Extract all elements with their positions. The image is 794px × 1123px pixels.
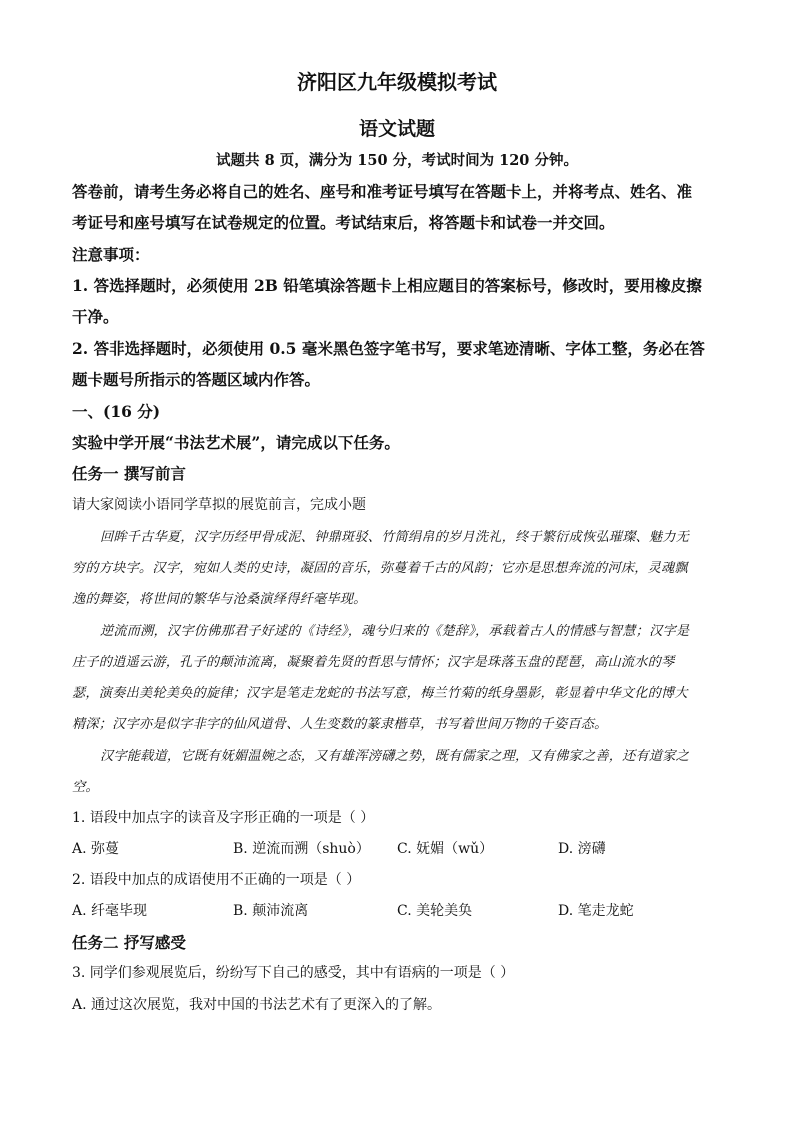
passage-line: 汉字能载道，它既有妩媚温婉之态，又有雄浑滂礴之势，既有儒家之理，又有佛家之善，还有道家之 [100,749,690,764]
notice-heading: 注意事项： [72,245,150,264]
question-2-option-b: B. 颠沛流离 [233,903,309,919]
passage-line: 回眸千古华夏，汉字历经甲骨成泥、钟鼎斑驳、竹简绢帛的岁月洗礼，终于繁衍成恢弘璀璨、魅力无 [100,530,690,545]
section-heading: 一、(16 分) [72,402,161,421]
page-title: 济阳区九年级模拟考试 [297,70,497,94]
passage-line: 穷的方块字。汉字，宛如人类的史诗，凝固的音乐，弥蔓着千古的风韵；它亦是思想奔流的河床，灵魂飘 [72,561,688,576]
question-3-stem: 3. 同学们参观展览后，纷纷写下自己的感受，其中有语病的一项是（ ） [72,965,515,981]
question-1-option-a: A. 弥蔓 [72,841,120,857]
notice-item-1-line-2: 干净。 [72,307,119,326]
passage-line: 精深；汉字亦是似字非字的仙风道骨、人生变数的篆隶楷草，书写着世间万物的千姿百态。 [72,717,608,732]
passage-line: 逆流而溯，汉字仿佛那君子好逑的《诗经》，魂兮归来的《楚辞》，承载着古人的情感与智慧；汉字是 [100,624,690,639]
passage-line: 逸的舞姿，将世间的繁华与沧桑演绎得纤毫毕现。 [72,592,367,607]
notice-item-2-line-1: 2. 答非选择题时，必须使用 0.5 毫米黑色签字笔书写，要求笔迹清晰、字体工整，务必在答 [72,339,705,358]
instructions-line-1: 答卷前，请考生务必将自己的姓名、座号和准考证号填写在答题卡上，并将考点、姓名、准 [72,182,693,201]
exam-info: 试题共 8 页，满分为 150 分，考试时间为 120 分钟。 [216,152,578,169]
notice-item-2-line-2: 题卡题号所指示的答题区域内作答。 [72,370,321,389]
question-1-option-d: D. 滂礴 [558,841,606,857]
page-subtitle: 语文试题 [358,118,435,140]
notice-item-1-line-1: 1. 答选择题时，必须使用 2B 铅笔填涂答题卡上相应题目的答案标号，修改时，要用橡皮擦 [72,276,702,295]
question-2-stem: 2. 语段中加点的成语使用不正确的一项是（ ） [72,872,361,888]
task-2-heading: 任务二 抒写感受 [72,933,186,952]
question-1-stem: 1. 语段中加点字的读音及字形正确的一项是（ ） [72,810,375,826]
task-1-prompt: 请大家阅读小语同学草拟的展览前言，完成小题 [72,497,366,513]
passage-line: 空。 [72,780,99,795]
question-2-option-d: D. 笔走龙蛇 [558,903,634,919]
question-2-option-a: A. 纤毫毕现 [72,903,148,919]
section-intro: 实验中学开展“书法艺术展”，请完成以下任务。 [72,433,400,452]
task-1-heading: 任务一 撰写前言 [72,464,186,483]
instructions-line-2: 考证号和座号填写在试卷规定的位置。考试结束后，将答题卡和试卷一并交回。 [72,213,615,232]
question-1-option-b: B. 逆流而溯（shuò） [233,841,370,857]
passage-line: 庄子的逍遥云游，孔子的颠沛流离，凝聚着先贤的哲思与情怀；汉字是珠落玉盘的琵琶，高山流水的琴 [72,655,675,670]
passage-line: 瑟，演奏出美轮美奂的旋律；汉字是笔走龙蛇的书法写意，梅兰竹菊的纸身墨影，彰显着中华文化的博大 [72,686,688,701]
question-3-option-a: A. 通过这次展览，我对中国的书法艺术有了更深入的了解。 [72,997,442,1013]
question-1-option-c: C. 妩媚（wǔ） [397,841,494,857]
question-2-option-c: C. 美轮美奂 [397,903,473,919]
